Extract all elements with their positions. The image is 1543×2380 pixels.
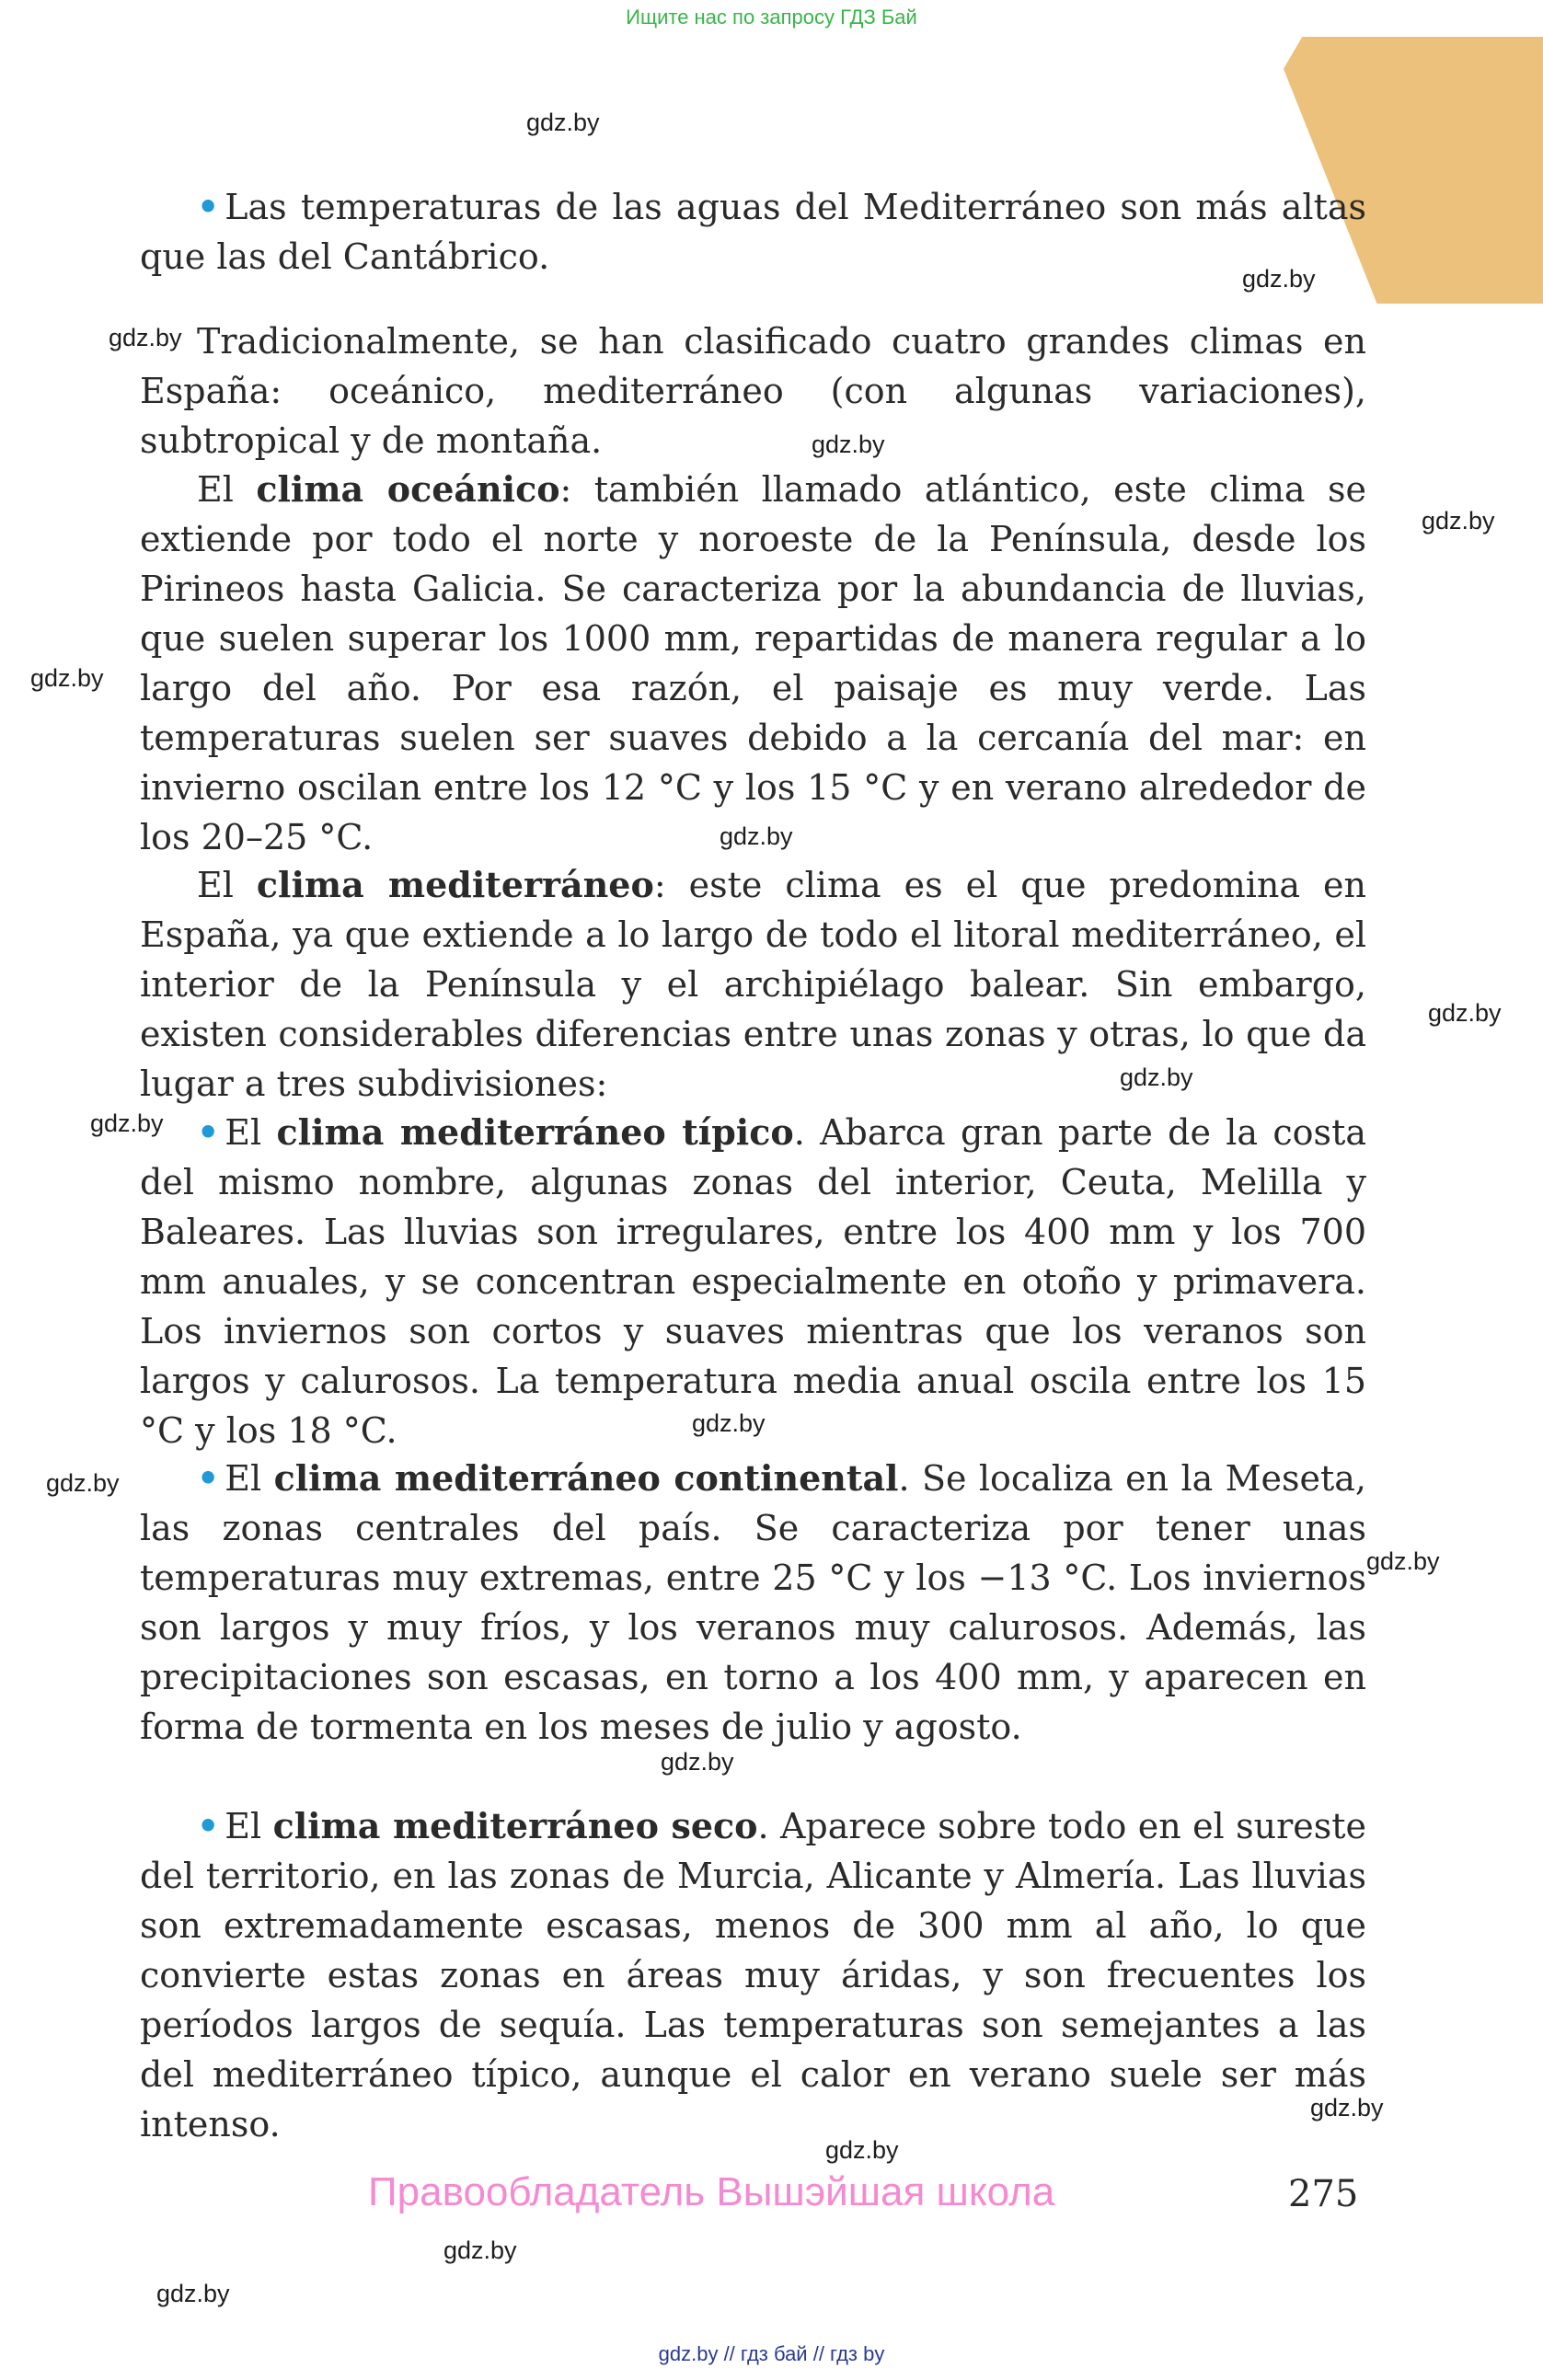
watermark: gdz.by — [1242, 265, 1316, 293]
paragraph-text: Las temperaturas de las aguas del Mediterráneo son más altas que las del Cantábrico. — [140, 187, 1366, 277]
watermark: gdz.by — [1120, 1064, 1193, 1091]
paragraph-four-climates — [140, 316, 1366, 466]
watermark: gdz.by — [46, 1469, 120, 1497]
term-bold: clima oceánico — [256, 468, 560, 510]
watermark: gdz.by — [526, 109, 600, 136]
watermark: gdz.by — [720, 822, 793, 850]
paragraph-text: Tradicionalmente, se han clasificado cuatro grandes climas en España: oceánico, mediterráneo (con algunas variaciones), subtropical y de montaña. — [140, 321, 1366, 461]
watermark: gdz.by — [661, 1748, 734, 1776]
watermark: gdz.by — [443, 2236, 517, 2264]
bullet-paragraph-mediterranean-typical — [140, 1108, 1366, 1455]
watermark: gdz.by — [825, 2136, 899, 2164]
term-bold: clima mediterráneo continental — [273, 1457, 899, 1499]
paragraph-text: El — [225, 1112, 277, 1153]
watermark: gdz.by — [30, 664, 104, 692]
paragraph-oceanic-climate — [140, 465, 1366, 862]
bullet-icon: • — [197, 1112, 220, 1153]
paragraph-text: . Aparece sobre todo en el sureste del territorio, en las zonas de Murcia, Alicante y Almería. Las lluvias son extremadamente escasas, menos de 300 mm al año, lo que convierte estas zonas en áreas muy áridas, y son frecuentes los períodos largos de sequía. Las temperaturas son semejantes a las del mediterráneo típico, aunque el calor en verano suele ser más intenso. — [140, 1806, 1366, 2144]
paragraph-text: . Abarca gran parte de la costa del mismo nombre, algunas zonas del interior, Ceuta, Melilla y Baleares. Las lluvias son irregulares, entre los 400 mm y los 700 mm anuales, y se concentran especialmente en otoño y primavera. Los inviernos son cortos y suaves mientras que los veranos son largos y calurosos. La temperatura media anual oscila entre los 15 °C y los 18 °C. — [140, 1112, 1366, 1451]
term-bold: clima mediterráneo típico — [276, 1111, 794, 1153]
bullet-icon: • — [197, 187, 220, 227]
page-number: 275 — [1288, 2173, 1359, 2215]
paragraph-text: : este clima es el que predomina en España, ya que extiende a lo largo de todo el litoral mediterráneo, el interior de la Península y el archipiélago balear. Sin embargo, existen considerables diferencias entre unas zonas y otras, lo que da lugar a tres subdivisiones: — [140, 865, 1366, 1104]
bullet-paragraph-mediterranean-continental — [140, 1454, 1366, 1752]
top-banner[interactable]: Ищите нас по запросу ГДЗ Бай — [626, 6, 917, 29]
copyright-holder: Правообладатель Вышэйшая школа — [368, 2169, 1055, 2214]
watermark: gdz.by — [812, 431, 885, 458]
watermark: gdz.by — [156, 2280, 230, 2307]
watermark: gdz.by — [692, 1409, 766, 1437]
term-bold: clima mediterráneo seco — [272, 1805, 758, 1846]
paragraph-text: El — [225, 1806, 273, 1846]
paragraph-text: . Se localiza en la Meseta, las zonas centrales del país. Se caracteriza por tener unas temperaturas muy extremas, entre 25 °C y los −13 °C. Los inviernos son largos y muy fríos, y los veranos muy calurosos. Además, las precipitaciones son escasas, en torno a los 400 mm, y aparecen en forma de tormenta en los meses de julio y agosto. — [140, 1458, 1367, 1747]
paragraph-text: El — [225, 1458, 274, 1499]
paragraph-mediterranean-climate — [140, 860, 1366, 1109]
watermark: gdz.by — [109, 324, 182, 351]
term-bold: clima mediterráneo — [256, 864, 654, 905]
paragraph-text: : también llamado atlántico, este clima se extiende por todo el norte y noroeste de la Península, desde los Pirineos hasta Galicia. Se caracteriza por la abundancia de lluvias, que suelen superar los 1000 mm, repartidas de manera regular a lo largo del año. Por esa razón, el paisaje es muy verde. Las temperaturas suelen ser suaves debido a la cercanía del mar: en invierno oscilan entre los 12 °C y los 15 °C y en verano alrededor de los 20–25 °C. — [140, 469, 1366, 857]
bullet-icon: • — [197, 1806, 220, 1846]
watermark: gdz.by — [1366, 1547, 1440, 1575]
paragraph-text: El — [197, 469, 257, 510]
bullet-paragraph-mediterranean-dry — [140, 1801, 1366, 2149]
bullet-paragraph-sea-temperatures — [140, 182, 1366, 282]
watermark: gdz.by — [1422, 507, 1495, 535]
footer-links[interactable]: gdz.by // гдз бай // гдз by — [658, 2342, 885, 2365]
watermark: gdz.by — [90, 1110, 164, 1137]
watermark: gdz.by — [1428, 999, 1502, 1027]
watermark: gdz.by — [1310, 2094, 1384, 2121]
bullet-icon: • — [197, 1458, 220, 1499]
paragraph-text: El — [197, 865, 257, 905]
